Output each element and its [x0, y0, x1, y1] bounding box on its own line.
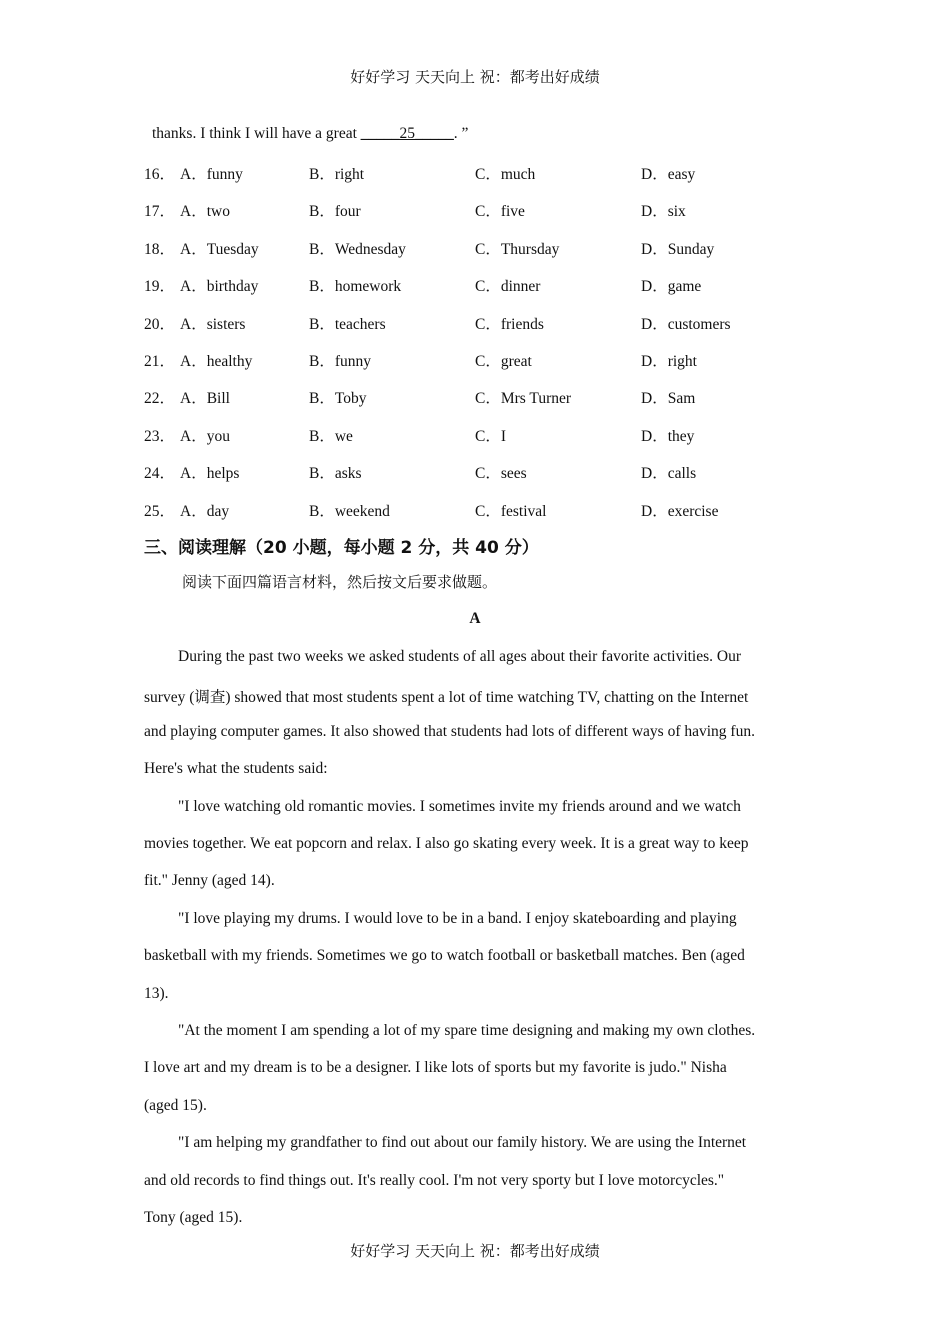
passage-line: I love art and my dream is to be a designer. I like lots of sports but my favorite is judo." Nisha [144, 1059, 727, 1077]
option-a: A．day [180, 502, 230, 520]
question-row [144, 237, 844, 259]
option-c: C．Thursday [475, 240, 560, 258]
option-c: C．Mrs Turner [475, 390, 572, 408]
option-c: C．festival [475, 502, 547, 520]
option-a: A．healthy [180, 353, 253, 370]
passage-line: 13). [144, 984, 169, 1002]
blank-number: 25 [399, 125, 416, 142]
option-b: B．funny [309, 353, 372, 370]
option-c: C．I [475, 427, 507, 445]
option-b: B．four [309, 203, 361, 221]
question-row [144, 349, 844, 371]
question-row [144, 274, 844, 296]
question-number: 21． [144, 353, 176, 370]
option-d: D．six [641, 203, 686, 221]
option-a: A．birthday [180, 278, 259, 296]
question-row [144, 199, 844, 221]
blank-right: _____ [415, 125, 454, 142]
passage-label: A [469, 610, 481, 627]
question-row [144, 424, 844, 446]
option-d: D．Sam [641, 390, 696, 408]
page-header: 好好学习 天天向上 祝：都考出好成绩 [350, 68, 600, 86]
option-c: C．five [475, 203, 525, 221]
option-d: D．customers [641, 315, 731, 333]
question-number: 19． [144, 278, 176, 296]
option-c: C．dinner [475, 278, 541, 296]
option-a: A．Bill [180, 390, 230, 408]
question-number: 16． [144, 166, 176, 183]
option-a: A．sisters [180, 315, 246, 333]
section-title: 三、阅读理解（20 小题，每小题 2 分，共 40 分） [144, 538, 539, 558]
option-c: C．great [475, 353, 532, 370]
option-a: A．funny [180, 166, 243, 183]
option-d: D．game [641, 278, 702, 296]
option-a: A．Tuesday [180, 240, 259, 258]
question-number: 23． [144, 427, 176, 445]
passage-line: survey (调查) showed that most students spent a lot of time watching TV, chatting on the Internet [144, 689, 749, 707]
option-d: D．exercise [641, 502, 719, 520]
option-b: B．teachers [309, 315, 386, 333]
question-number: 20． [144, 315, 176, 333]
section-instruction: 阅读下面四篇语言材料，然后按文后要求做题。 [182, 573, 498, 591]
option-d: D．they [641, 427, 695, 445]
option-d: D．right [641, 353, 697, 370]
question-row [144, 386, 844, 408]
passage-line: fit." Jenny (aged 14). [144, 872, 275, 890]
passage-line: and playing computer games. It also showed that students had lots of different ways of having fun. [144, 722, 755, 740]
option-d: D．calls [641, 465, 697, 483]
option-c: C．friends [475, 315, 544, 333]
option-a: A．helps [180, 465, 240, 483]
option-a: A．two [180, 203, 230, 221]
option-c: C．much [475, 166, 536, 183]
passage-line: "I love playing my drums. I would love to be in a band. I enjoy skateboarding and playing [178, 909, 737, 927]
passage-line: movies together. We eat popcorn and relax. I also go skating every week. It is a great way to keep [144, 835, 749, 852]
question-row [144, 162, 844, 184]
question-row [144, 312, 844, 334]
question-row [144, 461, 844, 483]
passage-line: Here's what the students said: [144, 760, 328, 778]
option-b: B．weekend [309, 502, 390, 520]
passage-line: "I love watching old romantic movies. I sometimes invite my friends around and we watch [178, 797, 741, 815]
continuation-line [152, 125, 468, 143]
passage-line: "At the moment I am spending a lot of my spare time designing and making my own clothes. [178, 1022, 756, 1039]
passage-line: (aged 15). [144, 1096, 207, 1114]
option-b: B．asks [309, 465, 362, 483]
continuation-end: . ” [453, 125, 469, 142]
question-number: 24． [144, 465, 176, 483]
option-d: D．Sunday [641, 240, 715, 258]
question-number: 22． [144, 390, 176, 408]
passage-line: and old records to find things out. It's really cool. I'm not very sporty but I love motorcycles." [144, 1171, 725, 1189]
question-number: 25． [144, 502, 176, 520]
option-a: A．you [180, 427, 230, 445]
option-b: B．right [309, 166, 365, 183]
blank-left: _____ [360, 125, 400, 142]
passage-line: Tony (aged 15). [144, 1209, 243, 1226]
passage-line: During the past two weeks we asked students of all ages about their favorite activities. Our [178, 648, 742, 665]
question-row [144, 499, 844, 521]
passage-line: basketball with my friends. Sometimes we go to watch football or basketball matches. Ben (aged [144, 947, 745, 965]
option-b: B．homework [309, 278, 402, 296]
question-number: 18． [144, 240, 176, 258]
page-footer: 好好学习 天天向上 祝：都考出好成绩 [350, 1242, 600, 1260]
continuation-text: thanks. I think I will have a great [152, 125, 361, 142]
option-d: D．easy [641, 166, 696, 183]
option-b: B．Toby [309, 390, 367, 408]
passage-line: "I am helping my grandfather to find out about our family history. We are using the Internet [178, 1134, 747, 1152]
option-c: C．sees [475, 465, 527, 483]
option-b: B．we [309, 427, 353, 445]
option-b: B．Wednesday [309, 240, 406, 258]
question-number: 17． [144, 203, 176, 221]
